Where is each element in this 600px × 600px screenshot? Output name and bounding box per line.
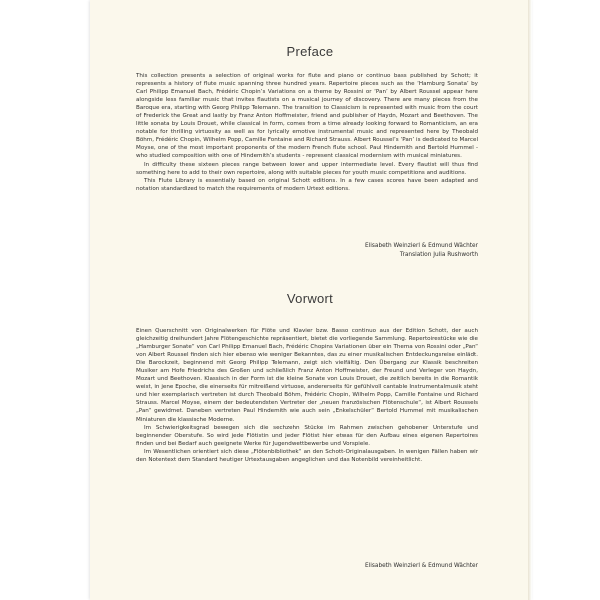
vorwort-paragraph-3: Im Wesentlichen orientiert sich diese „Flötenbibliothek“ an den Schott-Originalausgaben. In wenigen Fällen haben wir den Notentext dem Standard heutiger Urtextausgaben angeglichen und das Notenbild vereinheitlicht. — [136, 448, 478, 463]
document-page — [90, 0, 530, 600]
preface-heading: Preface — [286, 44, 334, 59]
preface-paragraph-3: This Flute Library is essentially based on original Schott editions. In a few cases scores have been adapted and notation standardized to match the requirements of modern Urtext editions. — [136, 177, 478, 192]
page-edge-shadow — [528, 0, 532, 600]
vorwort-paragraph-1: Einen Querschnitt von Originalwerken für Flöte und Klavier bzw. Basso continuo aus der Edition Schott, der auch gleichzeitig dreihundert Jahre Flötengeschichte repräsentiert, bietet die vorliegende Sammlung. Repertoirestücke wie die „Hamburger Sonate“ von Carl Philipp Emanuel Bach, Frédéric Chopins Variationen über ein Thema von Rossini oder „Pan“ von Albert Roussel finden sich hier ebenso wie weniger Bekanntes, das zu einer musikalischen Entdeckungsreise einlädt. Die Barockzeit, beginnend mit Georg Philipp Telemann, zeigt sich vielfältig. Den Übergang zur Klassik beschreiten Musiker am Hofe Friedrichs des Großen und schließlich Franz Anton Hoffmeister, der Freund und Verleger von Haydn, Mozart und Beethoven. Klassisch in der Form ist die kleine Sonate von Louis Drouet, die zeitlich bereits in die Romantik weist, in jene Epoche, die einerseits für mitreißend virtuose, andererseits für gefühlvoll cantable Instrumentalmusik steht und hier exemplarisch vertreten ist durch Theobald Böhm, Frédéric Chopin, Wilhelm Popp, Camille Fontaine und Richard Strauss. Marcel Moyse, einem der bedeutendsten Vertreter der „neuen französischen Flötenschule“, ist Albert Roussels „Pan“ gewidmet. Daneben vertreten Paul Hindemith wie auch sein „Enkelschüler“ Bertold Hummel mit musikalischen Miniaturen die klassische Moderne. — [136, 328, 478, 423]
preface-paragraph-2: In difficulty these sixteen pieces range between lower and upper intermediate level. Every flautist will thus find something here to add to their own repertoire, along with suitable pieces for youth music competitions and auditions. — [136, 161, 478, 176]
preface-body — [136, 72, 478, 193]
vorwort-signature: Elisabeth Weinzierl & Edmund Wächter — [364, 563, 478, 569]
preface-translation-credit: Translation Julia Rushworth — [399, 252, 478, 258]
vorwort-body — [136, 327, 478, 464]
preface-signature: Elisabeth Weinzierl & Edmund Wächter — [364, 243, 478, 249]
vorwort-paragraph-2: Im Schwierigkeitsgrad bewegen sich die sechzehn Stücke im Rahmen zwischen gehobener Unterstufe und beginnender Oberstufe. So wird jede Flötistin und jeder Flötist hier etwas für den Aufbau eines eigenen Repertoires finden und bei Bedarf auch geeignete Werke für Jugendwettbewerbe und Vorspiele. — [136, 424, 478, 447]
preface-paragraph-1: This collection presents a selection of original works for flute and piano or continuo bass published by Schott; it represents a history of flute music spanning three hundred years. Repertoire pieces such as the ‘Hamburg Sonata’ by Carl Philipp Emanuel Bach, Frédéric Chopin’s Variations on a theme by Rossini or ‘Pan’ by Albert Roussel appear here alongside less familiar music that invites flautists on a musical journey of discovery. There are many pieces from the Baroque era, starting with Georg Philipp Telemann. The transition to Classicism is represented with music from the court of Frederick the Great and lastly by Franz Anton Hoffmeister, friend and publisher of Haydn, Mozart and Beethoven. The little sonata by Louis Drouet, while classical in form, comes from a time already looking forward to Romanticism, an era notable for thrilling virtuosity as well as for lyrically emotive instrumental music and represented here by Theobald Böhm, Frédéric Chopin, Wilhelm Popp, Camille Fontaine and Richard Strauss. Albert Roussel’s ‘Pan’ is dedicated to Marcel Moyse, one of the most important proponents of the modern French flute school. Paul Hindemith and Bertold Hummel - who studied composition with one of Hindemith’s students - represent classical modernism with musical miniatures. — [136, 73, 478, 160]
vorwort-heading: Vorwort — [286, 291, 334, 306]
preface-signature-block — [365, 242, 478, 260]
vorwort-signature-block — [365, 562, 478, 571]
